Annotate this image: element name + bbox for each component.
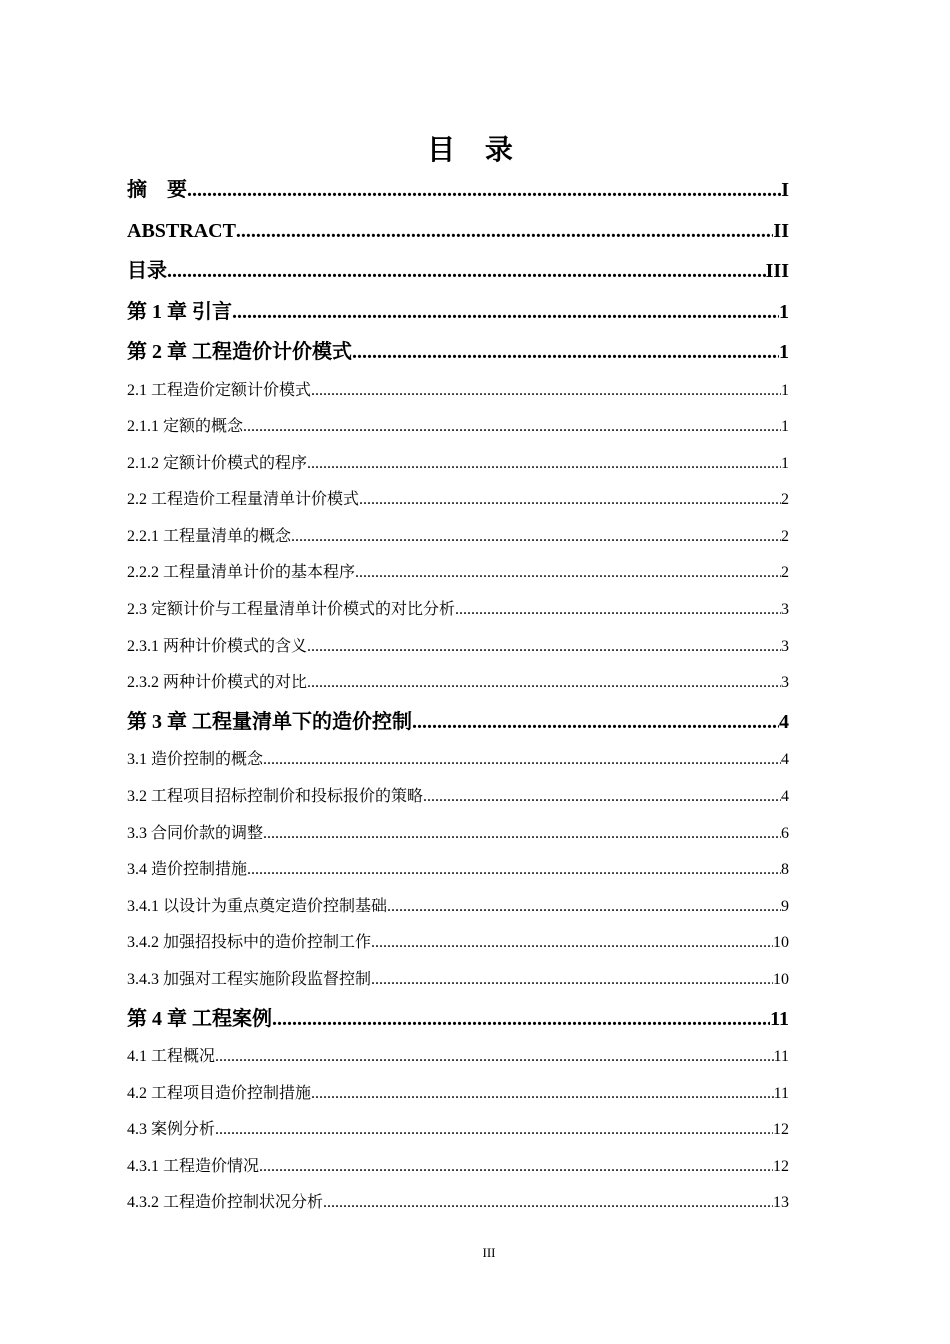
toc-section-entry[interactable]	[127, 779, 789, 816]
toc-entry-page: 4	[781, 751, 789, 769]
toc-chapter-entry[interactable]	[127, 702, 789, 743]
toc-section-entry[interactable]	[127, 555, 789, 592]
toc-entry-label: 2.1.1 定额的概念	[127, 418, 244, 436]
toc-entry-label: 摘 要	[127, 179, 187, 201]
toc-entry-label: 第 2 章 工程造价计价模式	[127, 341, 352, 363]
toc-entry-label: 2.1 工程造价定额计价模式	[127, 381, 312, 399]
toc-dot-leader	[291, 519, 781, 556]
toc-section-entry[interactable]	[127, 1185, 789, 1222]
toc-chapter-entry[interactable]	[127, 211, 789, 252]
toc-entry-label: 2.2 工程造价工程量清单计价模式	[127, 491, 360, 509]
toc-section-entry[interactable]	[127, 852, 789, 889]
toc-entry-label: 2.2.2 工程量清单计价的基本程序	[127, 564, 356, 582]
toc-section-entry[interactable]	[127, 1076, 789, 1113]
toc-entry-page: I	[781, 179, 789, 201]
toc-entry-page: 2	[781, 491, 789, 509]
toc-entry-label: 3.4 造价控制措施	[127, 861, 248, 879]
toc-entry-page: 1	[781, 381, 789, 399]
toc-entry-label: 第 4 章 工程案例	[127, 1007, 272, 1030]
toc-dot-leader	[455, 592, 781, 629]
toc-dot-leader	[311, 1076, 774, 1113]
toc-dot-leader	[259, 1149, 773, 1186]
toc-entry-page: 4	[779, 710, 789, 733]
toc-entry-page: 12	[773, 1157, 789, 1175]
toc-entry-label: 3.4.2 加强招投标中的造价控制工作	[127, 934, 372, 952]
toc-entry-label: 2.1.2 定额计价模式的程序	[127, 454, 308, 472]
toc-dot-leader	[352, 332, 779, 373]
toc-section-entry[interactable]	[127, 482, 789, 519]
toc-dot-leader	[412, 702, 779, 743]
toc-entry-label: 2.3.2 两种计价模式的对比	[127, 674, 308, 692]
toc-entry-page: II	[773, 219, 789, 242]
toc-entry-page: 1	[781, 418, 789, 436]
toc-chapter-entry[interactable]	[127, 251, 789, 292]
toc-entry-page: 1	[779, 341, 789, 363]
toc-entry-label: 4.1 工程概况	[127, 1048, 216, 1065]
toc-entry-page: 12	[773, 1121, 789, 1139]
toc-entry-page: 6	[781, 824, 789, 842]
toc-entry-page: 3	[781, 674, 789, 692]
toc-dot-leader	[263, 816, 781, 853]
toc-chapter-entry[interactable]	[127, 170, 789, 211]
toc-dot-leader	[232, 292, 779, 333]
toc-entry-page: 1	[781, 454, 789, 472]
toc-entry-label: 3.3 合同价款的调整	[127, 824, 264, 842]
toc-section-entry[interactable]	[127, 629, 789, 666]
toc-entry-page: 11	[773, 1048, 789, 1065]
toc-dot-leader	[311, 373, 781, 410]
toc-entry-label: 2.3 定额计价与工程量清单计价模式的对比分析	[127, 601, 456, 619]
toc-entry-page: 4	[781, 787, 789, 805]
toc-dot-leader	[307, 446, 781, 483]
toc-entry-page: 11	[770, 1007, 789, 1030]
page-title: 目 录	[427, 133, 523, 166]
toc-entry-page: III	[765, 260, 789, 282]
toc-dot-leader	[236, 211, 774, 252]
toc-dot-leader	[215, 1112, 773, 1149]
toc-dot-leader	[355, 555, 781, 592]
toc-entry-label: ABSTRACT	[127, 219, 236, 242]
toc-section-entry[interactable]	[127, 592, 789, 629]
toc-entry-label: 2.3.1 两种计价模式的含义	[127, 637, 308, 655]
toc-entry-label: 4.3.2 工程造价控制状况分析	[127, 1194, 324, 1212]
toc-section-entry[interactable]	[127, 519, 789, 556]
toc-entry-label: 2.2.1 工程量清单的概念	[127, 527, 292, 545]
toc-dot-leader	[215, 1039, 774, 1076]
toc-dot-leader	[243, 409, 781, 446]
table-of-contents	[127, 170, 789, 1222]
toc-entry-label: 4.3.1 工程造价情况	[127, 1157, 260, 1175]
toc-entry-label: 3.1 造价控制的概念	[127, 751, 264, 769]
toc-dot-leader	[323, 1185, 773, 1222]
toc-entry-page: 10	[773, 970, 789, 988]
toc-entry-page: 2	[781, 564, 789, 582]
toc-section-entry[interactable]	[127, 409, 789, 446]
toc-chapter-entry[interactable]	[127, 332, 789, 373]
toc-section-entry[interactable]	[127, 889, 789, 926]
toc-dot-leader	[247, 852, 781, 889]
toc-entry-label: 4.3 案例分析	[127, 1121, 216, 1139]
toc-dot-leader	[307, 665, 781, 702]
toc-section-entry[interactable]	[127, 816, 789, 853]
toc-section-entry[interactable]	[127, 1112, 789, 1149]
toc-section-entry[interactable]	[127, 665, 789, 702]
toc-entry-label: 4.2 工程项目造价控制措施	[127, 1084, 312, 1102]
toc-dot-leader	[263, 742, 781, 779]
footer-page-number: III	[482, 1245, 496, 1260]
toc-entry-label: 3.2 工程项目招标控制价和投标报价的策略	[127, 787, 424, 805]
toc-dot-leader	[307, 629, 781, 666]
toc-entry-page: 1	[779, 300, 789, 323]
toc-entry-page: 11	[773, 1084, 789, 1102]
toc-entry-label: 第 3 章 工程量清单下的造价控制	[127, 710, 412, 733]
toc-chapter-entry[interactable]	[127, 999, 789, 1040]
toc-entry-page: 3	[781, 601, 789, 619]
toc-section-entry[interactable]	[127, 962, 789, 999]
toc-dot-leader	[167, 251, 766, 292]
toc-dot-leader	[187, 170, 781, 211]
toc-entry-label: 第 1 章 引言	[127, 300, 232, 323]
toc-entry-page: 13	[773, 1194, 789, 1212]
toc-dot-leader	[371, 925, 773, 962]
toc-chapter-entry[interactable]	[127, 292, 789, 333]
toc-dot-leader	[387, 889, 781, 926]
toc-dot-leader	[272, 999, 770, 1040]
toc-section-entry[interactable]	[127, 373, 789, 410]
toc-section-entry[interactable]	[127, 1039, 789, 1076]
toc-entry-page: 2	[781, 527, 789, 545]
toc-section-entry[interactable]	[127, 446, 789, 483]
toc-section-entry[interactable]	[127, 925, 789, 962]
toc-section-entry[interactable]	[127, 1149, 789, 1186]
toc-section-entry[interactable]	[127, 742, 789, 779]
toc-entry-page: 10	[773, 934, 789, 952]
toc-entry-label: 目录	[127, 260, 167, 282]
toc-entry-label: 3.4.1 以设计为重点奠定造价控制基础	[127, 897, 388, 915]
toc-dot-leader	[359, 482, 781, 519]
toc-entry-label: 3.4.3 加强对工程实施阶段监督控制	[127, 970, 372, 988]
toc-entry-page: 9	[781, 897, 789, 915]
toc-dot-leader	[371, 962, 773, 999]
toc-dot-leader	[423, 779, 781, 816]
toc-entry-page: 3	[781, 637, 789, 655]
toc-entry-page: 8	[781, 861, 789, 879]
